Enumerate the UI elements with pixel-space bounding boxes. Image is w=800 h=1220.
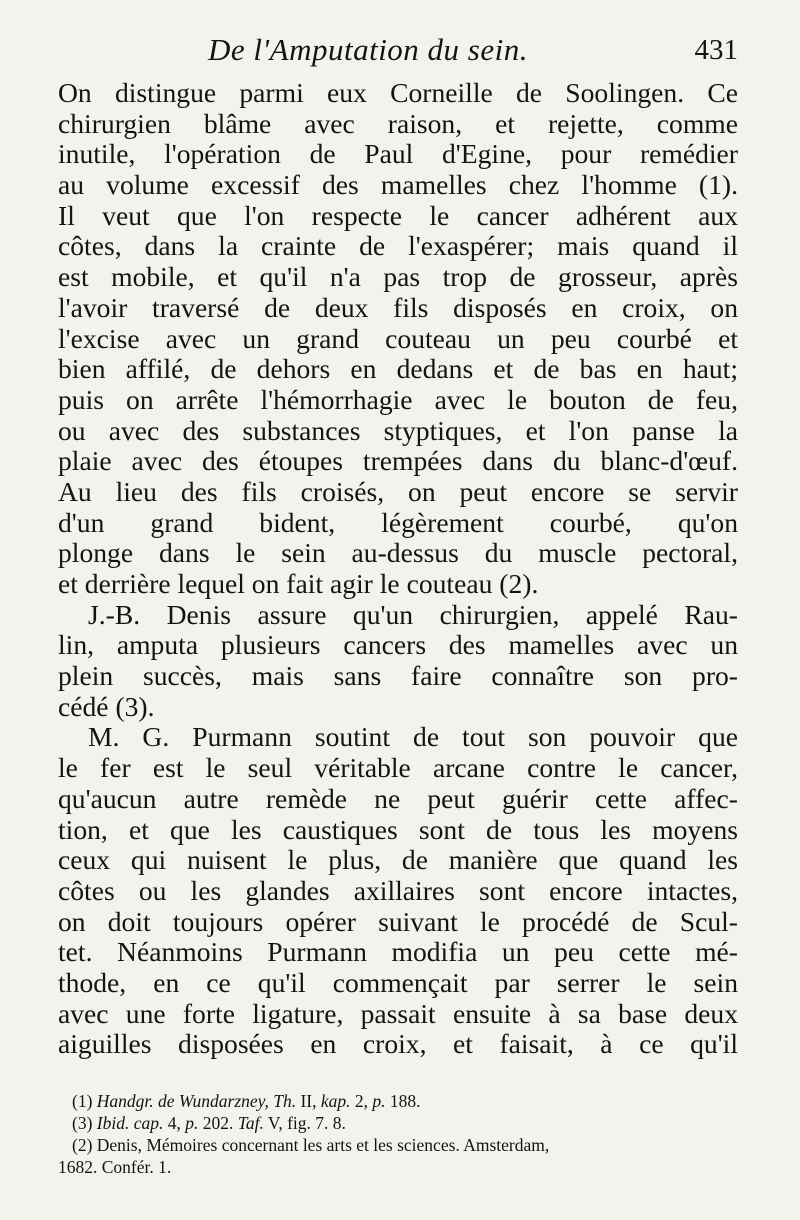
text-line: l'excise avec un grand couteau un peu courbé et (58, 322, 738, 354)
text-line: lin, amputa plusieurs cancers des mamelles avec un (58, 629, 738, 661)
text-line: plein succès, mais sans faire connaître son pro- (58, 660, 738, 692)
footnote-text: 202. (198, 1113, 238, 1133)
footnote-mark: (2) (72, 1135, 93, 1155)
footnote-text: 2, (350, 1091, 373, 1111)
running-title: De l'Amputation du sein. (208, 32, 528, 67)
text-line: Il veut que l'on respecte le cancer adhérent aux (58, 199, 738, 231)
footnotes (58, 1090, 744, 1178)
footnote-text: Denis, Mémoires concernant les arts et les sciences. Amsterdam, (92, 1135, 550, 1155)
footnote-text: V, fig. 7. 8. (263, 1113, 346, 1133)
text-line: tion, et que les caustiques sont de tous les moyens (58, 813, 738, 845)
text-line: côtes, dans la crainte de l'exaspérer; mais quand il (58, 230, 738, 262)
footnote-reference: Th. (268, 1091, 297, 1111)
body-text (58, 78, 738, 1060)
text-line: est mobile, et qu'il n'a pas trop de grosseur, après (58, 261, 738, 293)
text-line: ceux qui nuisent le plus, de manière que quand les (58, 844, 738, 876)
text-line: plonge dans le sein au-dessus du muscle pectoral, (58, 537, 738, 569)
text-line: côtes ou les glandes axillaires sont encore intactes, (58, 874, 738, 906)
text-line: Au lieu des fils croisés, on peut encore se servir (58, 475, 738, 507)
footnote-reference: kap. (320, 1091, 351, 1111)
footnote-reference: Ibid. cap. (96, 1113, 164, 1133)
text-line: chirurgien blâme avec raison, et rejette, comme (58, 107, 738, 139)
footnote-text: 4, (163, 1113, 186, 1133)
text-line: on doit toujours opérer suivant le procédé de Scul- (58, 905, 738, 937)
footnote (72, 1134, 744, 1156)
footnote (72, 1112, 744, 1134)
footnote (72, 1090, 744, 1112)
text-line: inutile, l'opération de Paul d'Egine, pour remédier (58, 138, 738, 170)
text-line: au volume excessif des mamelles chez l'homme (1). (58, 169, 738, 201)
text-line: ou avec des substances styptiques, et l'on panse la (58, 414, 738, 446)
text-line: aiguilles disposées en croix, et faisait, à ce qu'il (58, 1028, 738, 1060)
footnote-reference: Taf. (237, 1113, 264, 1133)
text-line: M. G. Purmann soutint de tout son pouvoir que (88, 721, 738, 753)
text-line: avec une forte ligature, passait ensuite à sa base deux (58, 997, 738, 1029)
footnote-mark: (3) (72, 1113, 93, 1133)
text-line: le fer est le seul véritable arcane contre le cancer, (58, 752, 738, 784)
page-number: 431 (694, 34, 738, 66)
text-line: bien affilé, de dehors en dedans et de bas en haut; (58, 353, 738, 385)
footnote-reference: p. (185, 1113, 199, 1133)
text-line: qu'aucun autre remède ne peut guérir cette affec- (58, 782, 738, 814)
text-line: et derrière lequel on fait agir le couteau (2). (58, 568, 539, 599)
footnote-text: Confér. 1. (97, 1157, 172, 1177)
text-line: puis on arrête l'hémorrhagie avec le bouton de feu, (58, 383, 738, 415)
text-line: J.-B. Denis assure qu'un chirurgien, appelé Rau- (88, 598, 738, 630)
text-line: On distingue parmi eux Corneille de Soolingen. Ce (58, 77, 738, 108)
page-header (58, 28, 738, 76)
footnote-reference: Handgr. de Wundarzney, (96, 1091, 269, 1111)
footnote-text: II, (296, 1091, 321, 1111)
footnote-mark: 1682. (58, 1157, 98, 1177)
text-line: l'avoir traversé de deux fils disposés en croix, on (58, 291, 738, 323)
footnote-reference: p. (372, 1091, 386, 1111)
text-line: thode, en ce qu'il commençait par serrer le sein (58, 966, 738, 998)
text-line: tet. Néanmoins Purmann modifia un peu cette mé- (58, 936, 738, 968)
text-line: d'un grand bident, légèrement courbé, qu'on (58, 506, 738, 538)
footnote-mark: (1) (72, 1091, 93, 1111)
footnote (58, 1156, 744, 1178)
footnote-text: 188. (385, 1091, 421, 1111)
text-line: plaie avec des étoupes trempées dans du blanc-d'œuf. (58, 445, 738, 477)
text-line: cédé (3). (58, 690, 155, 722)
